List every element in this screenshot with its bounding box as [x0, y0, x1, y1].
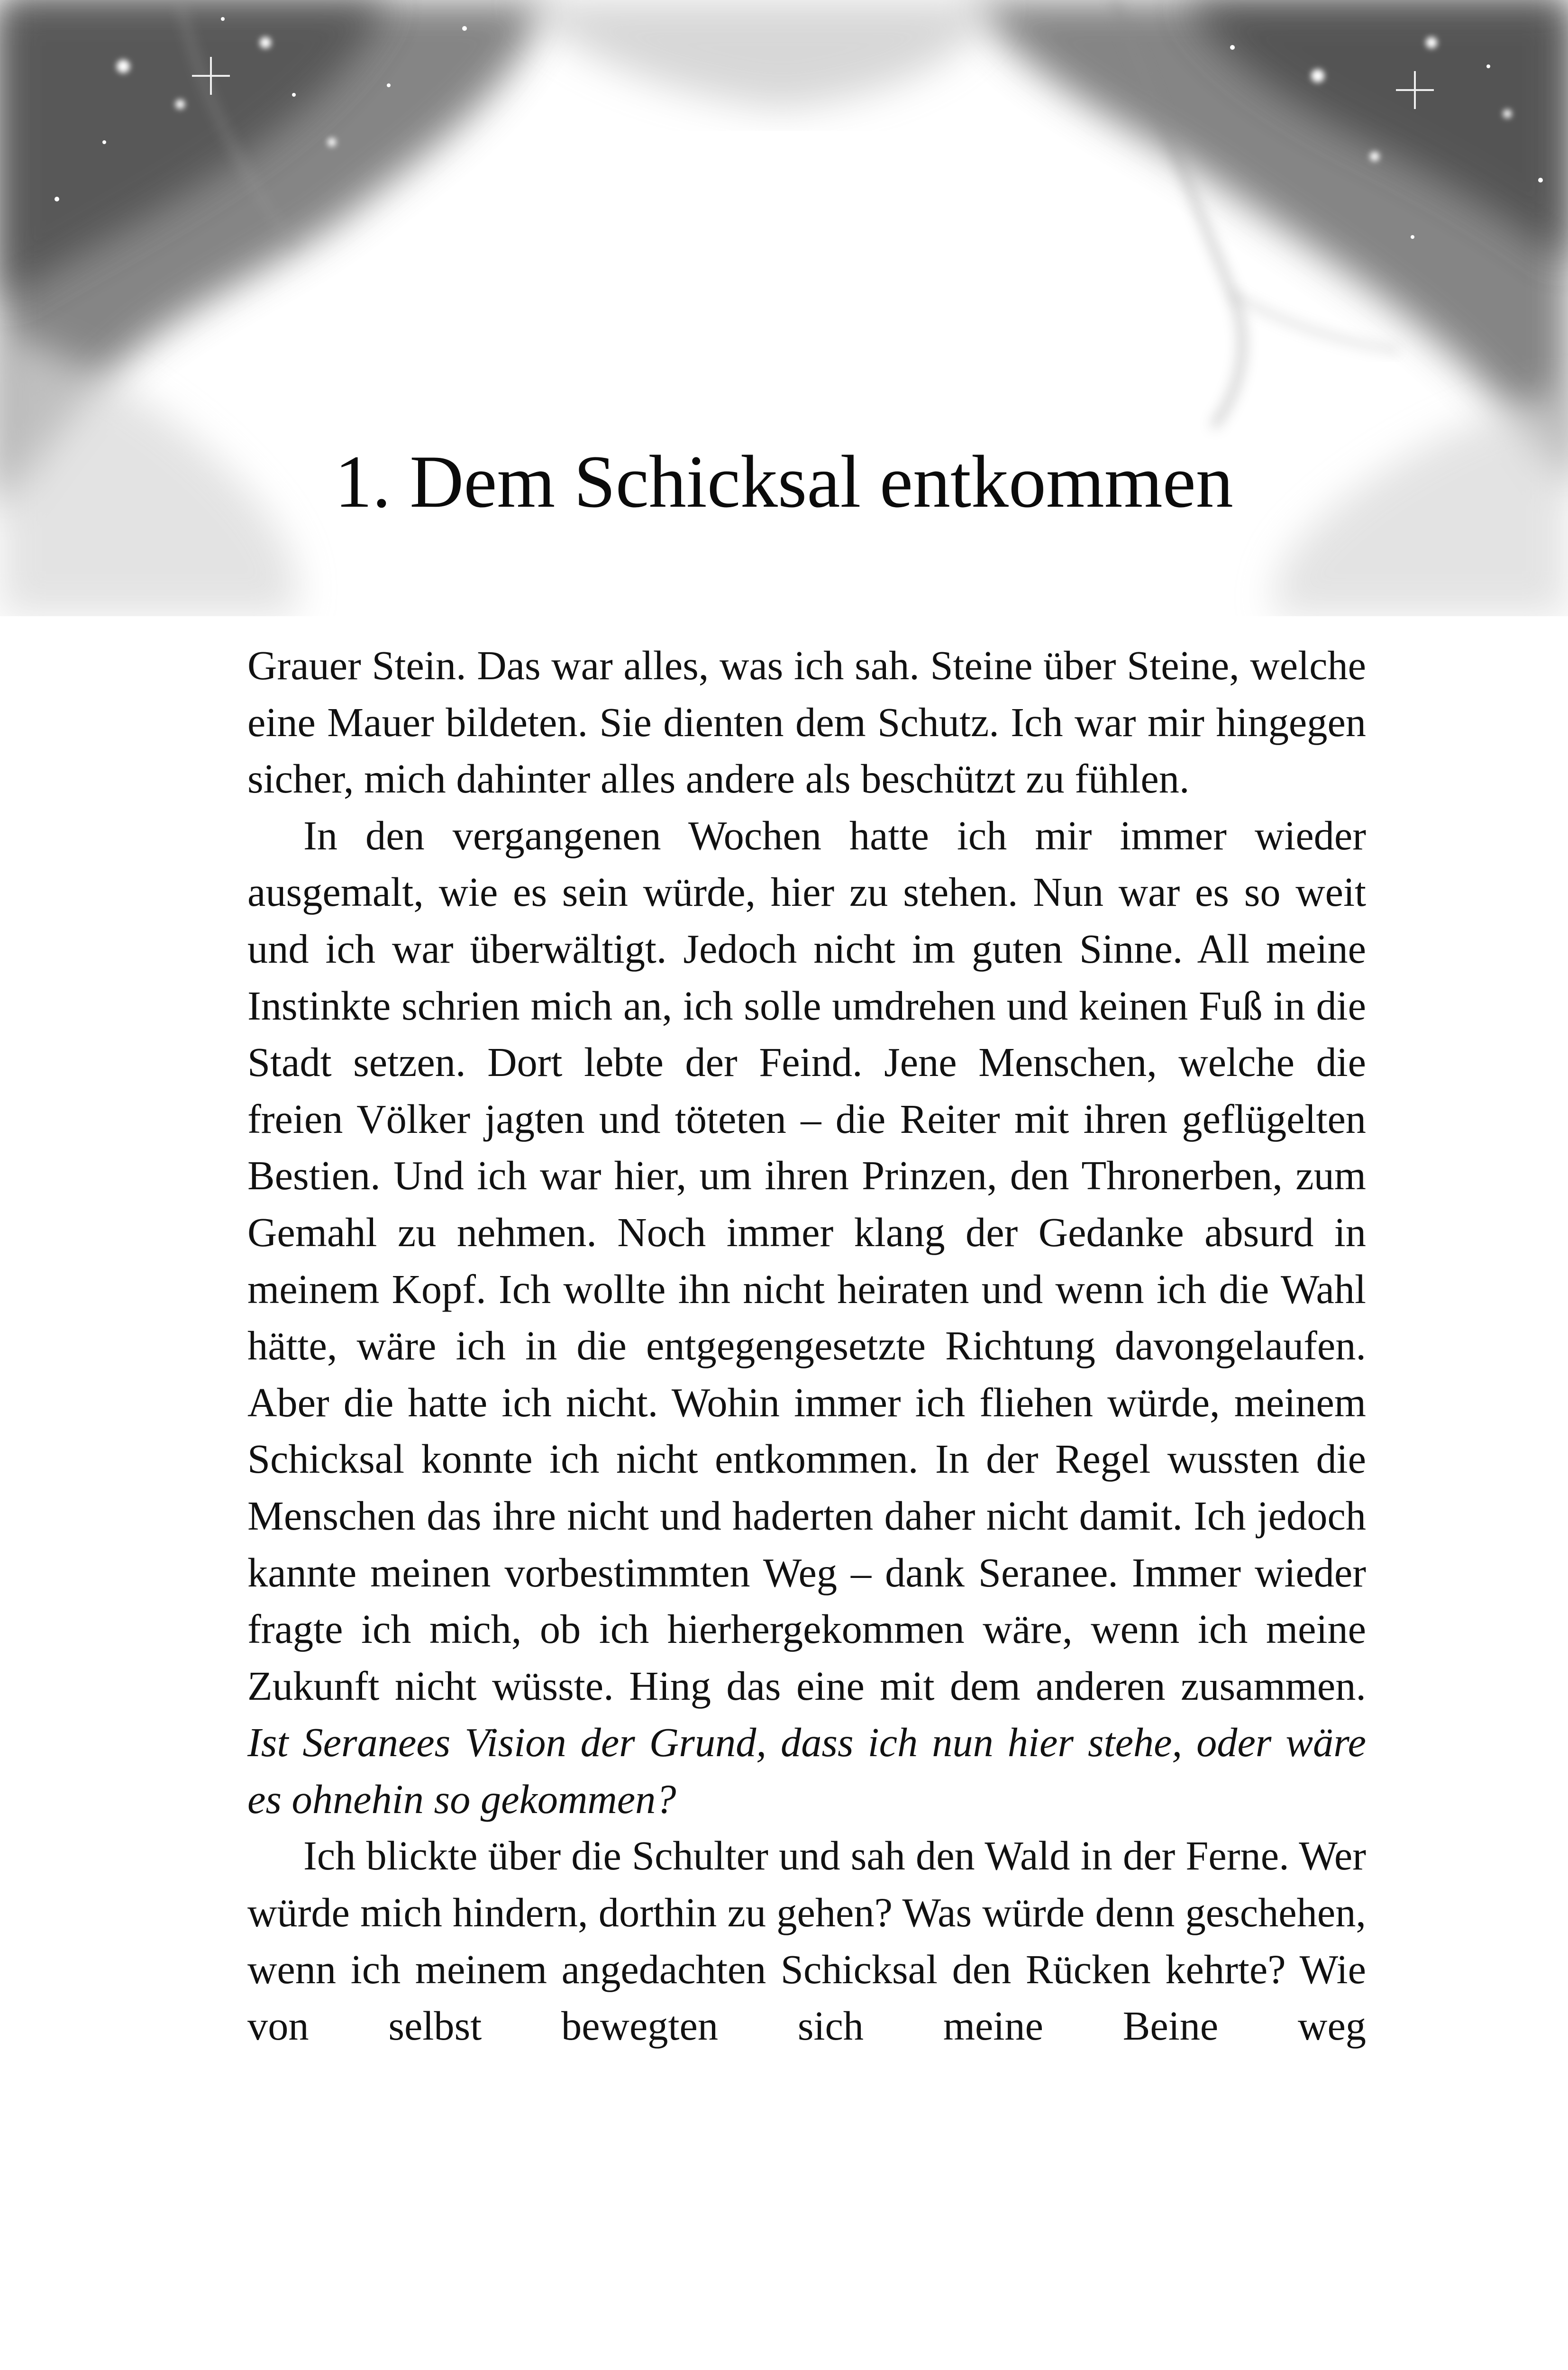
paragraph-text: In den vergangenen Wochen hatte ich mir immer wieder ausgemalt, wie es sein würde, hier zu stehen. Nun war es so weit und ich war überwältigt. Jedoch nicht im guten Sinne. All meine Instinkte schrien mich an, ich solle umdrehen und keinen Fuß in die Stadt setzen. Dort lebte der Feind. Jene Menschen, welche die freien Völker jagten und töteten – die Reiter mit ihren geflügelten Bestien. Und ich war hier, um ihren Prinzen, den Thronerben, zum Gemahl zu nehmen. Noch immer klang der Gedanke absurd in meinem Kopf. Ich wollte ihn nicht heiraten und wenn ich die Wahl hätte, wäre ich in die entgegengesetzte Richtung davongelaufen. Aber die hatte ich nicht. Wohin immer ich fliehen würde, meinem Schicksal konnte ich nicht entkommen. In der Regel wussten die Menschen das ihre nicht und haderten daher nicht damit. Ich jedoch kannte meinen vorbestimmten Weg – dank Seranee. Immer wieder fragte ich mich, ob ich hierhergekommen wäre, wenn ich meine Zukunft nicht wüsste. Hing das eine mit dem anderen zusammen.: [247, 812, 1366, 1709]
paragraph-italic-text: Ist Seranees Vision der Grund, dass ich nun hier stehe, oder wäre es ohnehin so gekommen?: [247, 1720, 1366, 1822]
watercolor-header-decoration: [0, 0, 1568, 616]
paragraph: Ich blickte über die Schulter und sah den Wald in der Ferne. Wer würde mich hindern, dorthin zu gehen? Was würde denn geschehen, wenn ich meinem angedachten Schicksal den Rücken kehrte? Wie von selbst bewegten sich meine Beine weg: [247, 1833, 1366, 2049]
body-text: [247, 638, 1366, 2055]
chapter-title: 1. Dem Schicksal entkommen: [335, 440, 1233, 523]
paragraph: [247, 808, 1366, 1828]
paragraph: Grauer Stein. Das war alles, was ich sah. Steine über Steine, welche eine Mauer bildeten. Sie dienten dem Schutz. Ich war mir hingegen sicher, mich dahinter alles andere als beschützt zu fühlen.: [247, 643, 1366, 802]
